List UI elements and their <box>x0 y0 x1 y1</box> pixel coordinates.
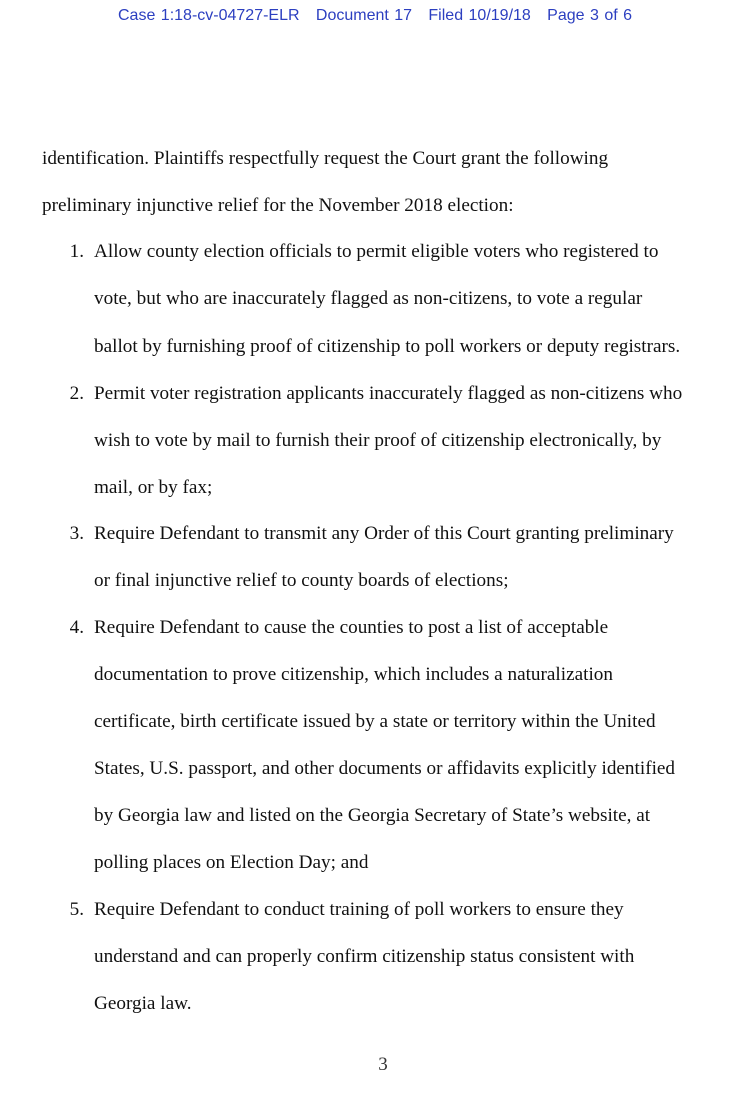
list-item-line: mail, or by fax; <box>94 477 213 498</box>
list-item-line: by Georgia law and listed on the Georgia Secretary of State’s website, at <box>94 805 651 826</box>
list-item-line: ballot by furnishing proof of citizenship to poll workers or deputy registrars. <box>94 336 681 357</box>
list-item-line: Allow county election officials to permit eligible voters who registered to <box>94 241 659 262</box>
list-item-line: Require Defendant to cause the counties to post a list of acceptable <box>94 617 609 638</box>
list-item-line: wish to vote by mail to furnish their proof of citizenship electronically, by <box>94 430 662 451</box>
filed-date: Filed 10/19/18 <box>428 7 531 24</box>
list-item-line: Permit voter registration applicants inaccurately flagged as non-citizens who <box>94 383 683 404</box>
list-item-number: 2. <box>69 383 84 404</box>
list-item-line: polling places on Election Day; and <box>94 852 369 873</box>
intro-line: preliminary injunctive relief for the November 2018 election: <box>42 195 514 216</box>
list-item-line: States, U.S. passport, and other documents or affidavits explicitly identified <box>94 758 676 779</box>
list-item-number: 4. <box>69 617 84 638</box>
page-indicator: Page 3 of 6 <box>547 7 632 24</box>
intro-line: identification. Plaintiffs respectfully request the Court grant the following <box>42 148 609 169</box>
list-item-line: or final injunctive relief to county boards of elections; <box>94 570 509 591</box>
list-item-number: 5. <box>69 899 84 920</box>
list-item-number: 1. <box>69 241 84 262</box>
list-item-line: Require Defendant to conduct training of poll workers to ensure they <box>94 899 624 920</box>
page-number: 3 <box>378 1054 388 1075</box>
list-item-line: certificate, birth certificate issued by a state or territory within the United <box>94 711 656 732</box>
list-item-line: Georgia law. <box>94 993 192 1014</box>
list-item-line: documentation to prove citizenship, which includes a naturalization <box>94 664 613 685</box>
case-number: Case 1:18-cv-04727-ELR <box>118 7 300 24</box>
list-item-line: understand and can properly confirm citizenship status consistent with <box>94 946 635 967</box>
list-item-number: 3. <box>69 523 84 544</box>
document-number: Document 17 <box>315 7 413 24</box>
list-item-line: vote, but who are inaccurately flagged as non-citizens, to vote a regular <box>94 288 643 309</box>
list-item-line: Require Defendant to transmit any Order of this Court granting preliminary <box>94 523 674 544</box>
case-header <box>0 7 750 25</box>
